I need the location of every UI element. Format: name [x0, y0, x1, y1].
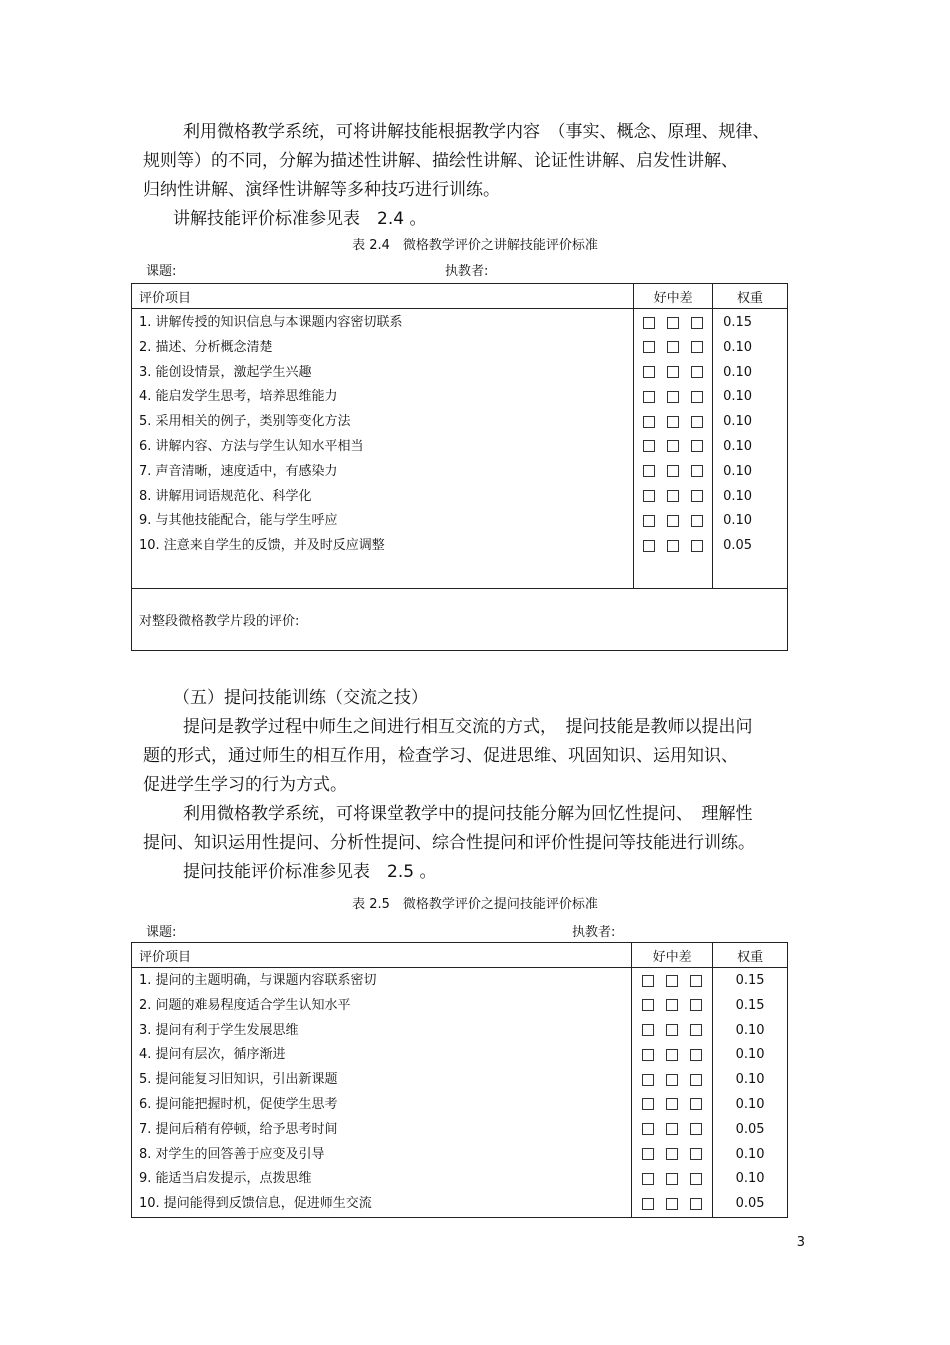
table1-grade-checkboxes [634, 509, 712, 534]
grade-poor-checkbox[interactable] [690, 1074, 702, 1086]
grade-good-checkbox[interactable] [642, 1198, 654, 1210]
grade-good-checkbox[interactable] [642, 1148, 654, 1160]
grade-poor-checkbox[interactable] [691, 341, 703, 353]
table1-grade-checkboxes [634, 410, 712, 435]
grade-poor-checkbox[interactable] [690, 1148, 702, 1160]
table1-weight-column [713, 309, 788, 589]
grade-fair-checkbox[interactable] [667, 490, 679, 502]
table1-weight: 0.10 [723, 414, 753, 430]
table1-grade-checkboxes [634, 460, 712, 485]
table1-grade-checkboxes [634, 311, 712, 336]
table1-item: 2. 描述、分析概念清楚 [139, 339, 273, 355]
grade-poor-checkbox[interactable] [691, 465, 703, 477]
table1-item: 5. 采用相关的例子，类别等变化方法 [139, 414, 351, 430]
table2-grade-checkboxes [632, 969, 712, 994]
table2-item: 10. 提问能得到反馈信息，促进师生交流 [139, 1196, 372, 1212]
table1-header-weight: 权重 [713, 284, 788, 309]
table2-subject-label: 课题: [146, 925, 177, 940]
table1-item: 1. 讲解传授的知识信息与本课题内容密切联系 [139, 315, 403, 330]
table2-grade-checkboxes [632, 1118, 712, 1143]
table2-weight: 0.10 [735, 1146, 765, 1162]
grade-fair-checkbox[interactable] [666, 1098, 678, 1110]
grade-poor-checkbox[interactable] [691, 366, 703, 378]
table1-grade-checkboxes [634, 534, 712, 559]
table1 [131, 283, 788, 651]
table2-weight-column [713, 968, 788, 1218]
table1-caption: 表 2.4 微格教学评价之讲解技能评价标准 [352, 238, 598, 253]
grade-poor-checkbox[interactable] [690, 1098, 702, 1110]
grade-good-checkbox[interactable] [643, 391, 655, 403]
grade-good-checkbox[interactable] [642, 1074, 654, 1086]
intro-line: 利用微格教学系统，可将讲解技能根据教学内容 （事实、概念、原理、规律、 [183, 122, 770, 142]
table2-grade-checkboxes [632, 1167, 712, 1192]
table1-weight: 0.15 [723, 315, 753, 330]
grade-good-checkbox[interactable] [642, 1173, 654, 1185]
table1-grade-column [634, 309, 713, 589]
table2-weight: 0.05 [735, 1196, 765, 1212]
grade-fair-checkbox[interactable] [667, 540, 679, 552]
table1-weight: 0.10 [723, 438, 753, 454]
table1-weight: 0.10 [723, 389, 753, 405]
table2 [131, 942, 788, 1218]
table2-header-item: 评价项目 [132, 943, 632, 968]
table2-weight: 0.10 [735, 1072, 765, 1088]
table1-grade-checkboxes [634, 385, 712, 410]
table2-grade-checkboxes [632, 994, 712, 1019]
grade-good-checkbox[interactable] [643, 440, 655, 452]
table2-item: 4. 提问有层次，循序渐进 [139, 1047, 286, 1063]
grade-poor-checkbox[interactable] [690, 975, 702, 987]
table2-weight: 0.10 [735, 1171, 765, 1187]
page-number: 3 [796, 1235, 805, 1250]
grade-good-checkbox[interactable] [642, 1098, 654, 1110]
grade-fair-checkbox[interactable] [666, 1074, 678, 1086]
table1-header-item: 评价项目 [132, 284, 634, 309]
grade-poor-checkbox[interactable] [690, 1049, 702, 1061]
grade-fair-checkbox[interactable] [667, 416, 679, 428]
grade-fair-checkbox[interactable] [667, 465, 679, 477]
grade-poor-checkbox[interactable] [691, 391, 703, 403]
table2-weight: 0.10 [735, 1047, 765, 1063]
table1-weight: 0.10 [723, 339, 753, 355]
table2-header-grade: 好中差 [632, 943, 713, 968]
table2-weight: 0.15 [735, 997, 765, 1013]
table1-grade-checkboxes [634, 361, 712, 386]
table2-item: 8. 对学生的回答善于应变及引导 [139, 1146, 325, 1162]
table1-item: 6. 讲解内容、方法与学生认知水平相当 [139, 438, 364, 454]
section5-heading: （五）提问技能训练（交流之技） [173, 688, 428, 708]
table2-item: 7. 提问后稍有停顿，给予思考时间 [139, 1121, 338, 1137]
table2-weight: 0.10 [735, 1022, 765, 1038]
table2-item: 5. 提问能复习旧知识，引出新课题 [139, 1072, 338, 1088]
section5-para2-line: 利用微格教学系统，可将课堂教学中的提问技能分解为回忆性提问、 理解性 [183, 804, 753, 824]
table2-weight: 0.10 [735, 1096, 765, 1112]
section5-para2-line: 提问、知识运用性提问、分析性提问、综合性提问和评价性提问等技能进行训练。 [143, 833, 755, 853]
grade-fair-checkbox[interactable] [666, 1148, 678, 1160]
table1-item: 10. 注意来自学生的反馈，并及时反应调整 [139, 538, 385, 554]
section5-table-reference: 提问技能评价标准参见表 2.5 。 [183, 862, 437, 882]
grade-fair-checkbox[interactable] [666, 1024, 678, 1036]
table1-item: 7. 声音清晰，速度适中，有感染力 [139, 463, 338, 479]
grade-fair-checkbox[interactable] [667, 317, 679, 329]
table2-grade-checkboxes [632, 1143, 712, 1168]
table2-grade-checkboxes [632, 1192, 712, 1217]
table2-item: 1. 提问的主题明确，与课题内容联系密切 [139, 973, 377, 988]
table2-grade-checkboxes [632, 1043, 712, 1068]
grade-poor-checkbox[interactable] [691, 515, 703, 527]
grade-fair-checkbox[interactable] [666, 999, 678, 1011]
grade-fair-checkbox[interactable] [667, 391, 679, 403]
grade-poor-checkbox[interactable] [691, 440, 703, 452]
table2-item: 6. 提问能把握时机，促使学生思考 [139, 1096, 338, 1112]
table1-items [132, 309, 634, 589]
grade-good-checkbox[interactable] [642, 999, 654, 1011]
grade-poor-checkbox[interactable] [691, 317, 703, 329]
grade-poor-checkbox[interactable] [691, 490, 703, 502]
table2-header-weight: 权重 [713, 943, 788, 968]
section5-para1-line: 促进学生学习的行为方式。 [143, 775, 347, 795]
grade-good-checkbox[interactable] [642, 1123, 654, 1135]
table1-summary: 对整段微格教学片段的评价: [132, 589, 788, 651]
grade-good-checkbox[interactable] [643, 366, 655, 378]
section5-para1-line: 题的形式，通过师生的相互作用，检查学习、促进思维、巩固知识、运用知识、 [143, 746, 738, 766]
grade-poor-checkbox[interactable] [690, 1123, 702, 1135]
table2-weight: 0.05 [735, 1121, 765, 1137]
grade-good-checkbox[interactable] [642, 975, 654, 987]
grade-poor-checkbox[interactable] [690, 999, 702, 1011]
intro-line: 规则等）的不同，分解为描述性讲解、描绘性讲解、论证性讲解、启发性讲解、 [143, 151, 738, 171]
table1-teacher-label: 执教者: [445, 264, 489, 279]
table1-weight: 0.10 [723, 364, 753, 380]
grade-poor-checkbox[interactable] [690, 1024, 702, 1036]
grade-fair-checkbox[interactable] [667, 515, 679, 527]
table1-item: 9. 与其他技能配合，能与学生呼应 [139, 513, 338, 529]
section5-text [143, 684, 823, 887]
grade-fair-checkbox[interactable] [666, 1123, 678, 1135]
grade-fair-checkbox[interactable] [667, 366, 679, 378]
grade-good-checkbox[interactable] [643, 341, 655, 353]
grade-good-checkbox[interactable] [643, 317, 655, 329]
table1-grade-checkboxes [634, 336, 712, 361]
grade-good-checkbox[interactable] [643, 465, 655, 477]
section5-para1-line: 提问是教学过程中师生之间进行相互交流的方式， 提问技能是教师以提出问 [183, 717, 753, 737]
table2-grade-checkboxes [632, 1093, 712, 1118]
grade-good-checkbox[interactable] [643, 540, 655, 552]
table2-item: 2. 问题的难易程度适合学生认知水平 [139, 997, 351, 1013]
table2-caption: 表 2.5 微格教学评价之提问技能评价标准 [352, 897, 598, 912]
grade-fair-checkbox[interactable] [667, 440, 679, 452]
grade-good-checkbox[interactable] [643, 490, 655, 502]
table2-item: 9. 能适当启发提示，点拨思维 [139, 1171, 312, 1187]
table2-grade-checkboxes [632, 1019, 712, 1044]
intro-table-reference: 讲解技能评价标准参见表 2.4 。 [173, 209, 427, 229]
grade-poor-checkbox[interactable] [690, 1173, 702, 1185]
table1-header-grade: 好中差 [634, 284, 713, 309]
grade-good-checkbox[interactable] [643, 416, 655, 428]
table1-grade-checkboxes [634, 435, 712, 460]
grade-fair-checkbox[interactable] [666, 1049, 678, 1061]
table1-weight: 0.05 [723, 538, 753, 554]
grade-good-checkbox[interactable] [642, 1024, 654, 1036]
table2-weight: 0.15 [735, 973, 765, 988]
table1-weight: 0.10 [723, 463, 753, 479]
grade-poor-checkbox[interactable] [690, 1198, 702, 1210]
grade-fair-checkbox[interactable] [666, 975, 678, 987]
grade-poor-checkbox[interactable] [691, 540, 703, 552]
grade-fair-checkbox[interactable] [666, 1198, 678, 1210]
table2-grade-checkboxes [632, 1068, 712, 1093]
table1-weight: 0.10 [723, 513, 753, 529]
table1-weight: 0.10 [723, 488, 753, 504]
grade-good-checkbox[interactable] [642, 1049, 654, 1061]
grade-fair-checkbox[interactable] [666, 1173, 678, 1185]
grade-poor-checkbox[interactable] [691, 416, 703, 428]
table2-teacher-label: 执教者: [572, 925, 616, 940]
table1-subject-label: 课题: [146, 264, 177, 279]
table1-item: 4. 能启发学生思考，培养思维能力 [139, 389, 338, 405]
table2-item: 3. 提问有利于学生发展思维 [139, 1022, 299, 1038]
intro-line: 归纳性讲解、演绎性讲解等多种技巧进行训练。 [143, 180, 500, 200]
table1-item: 3. 能创设情景，激起学生兴趣 [139, 364, 312, 380]
table1-item: 8. 讲解用词语规范化、科学化 [139, 488, 312, 504]
grade-fair-checkbox[interactable] [667, 341, 679, 353]
intro-paragraph [143, 118, 823, 234]
table1-grade-checkboxes [634, 485, 712, 510]
table2-items [132, 968, 632, 1218]
grade-good-checkbox[interactable] [643, 515, 655, 527]
table2-grade-column [632, 968, 713, 1218]
